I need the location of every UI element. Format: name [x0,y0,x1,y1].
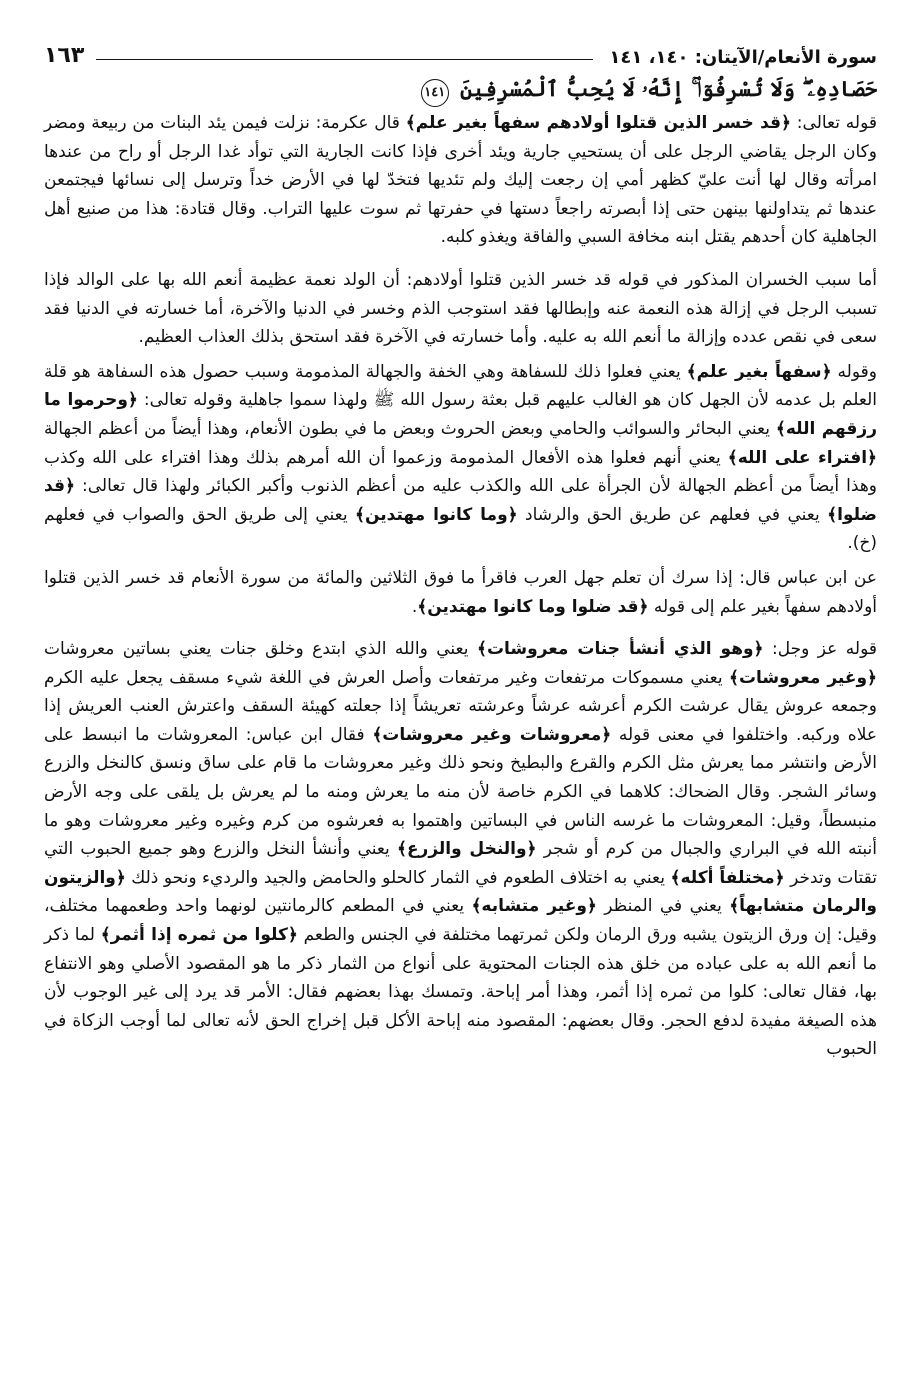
text-run: لما ذكر ما أنعم الله به على عباده من خلق هذه الجنات المحتوية على أنواع من الثمار ذكر ما هو المقصود الأصلي وهو الانتفاع بها، فقال تعالى: كلوا من ثمره إذا أثمر، وهذا أمر إباحة. وتمسك بهذا بعضهم فقال: الأمر قد يرد إلى غير الوجوب لأن هذه الصيغة مفيدة لدفع الحجر. وقال بعضهم: المقصود منه إباحة الأكل قبل إخراج الحق لأنه تعالى لما أوجب الزكاة في الحبوب [44,925,877,1060]
quran-quote: ﴿وهو الذي أنشأ جنات معروشات﴾ [476,639,764,660]
quran-quote: ﴿افتراء على الله﴾ [727,447,877,468]
paragraph-3 [44,358,877,558]
text-run: قوله عز وجل: [763,639,878,660]
quran-quote: ﴿سفهاً بغير علم﴾ [686,361,832,382]
page-body [44,72,877,1064]
text-run: وقوله [831,361,877,382]
quran-quote: ﴿معروشات وغير معروشات﴾ [372,724,612,745]
verse-text: حَصَادِهِۦ ۖ وَلَا تُسْرِفُوٓا۟ ۚ إِنَّهُۥ لَا يُحِبُّ ٱلْمُسْرِفِينَ [460,76,877,101]
text-run: قال عكرمة: نزلت فيمن يئد البنات من ربيعة ومضر وكان الرجل يقاضي الرجل على أن يستحيي جارية ويئد أخرى فإذا كانت الجارية التي توأد غدا الرجل أو راح من عندها امرأته وقال لها أنت عليّ كظهر أمي إن رجعت إليك ولم تئديها فتخدّ لها في الأرض خداً وترسل إلى نسائها فيجتمعن عندها ثم يتداولنها بينهن حتى إذا أبصرته راجعاً دستها في حفرتها ثم سوت عليها التراب. وقال قتادة: هذا من صنيع أهل الجاهلية كان أحدهم يقتل ابنه مخافة السبي والفاقة ويغذو كلبه. [44,113,877,248]
quran-quote: ﴿والنخل والزرع﴾ [396,839,537,860]
paragraph-1 [44,109,877,252]
text-run: يعني والله الذي ابتدع وخلق جنات يعني بساتين معروشات [44,639,477,660]
page-number: ١٦٣ [44,43,85,68]
quran-verse [44,72,877,107]
quran-quote: ﴿وغير معروشات﴾ [728,667,877,688]
paragraph-4 [44,564,877,621]
quran-quote: ﴿والزيتون والرمان متشابهاً﴾ [44,867,877,917]
quran-quote: ﴿مختلفاً أكله﴾ [670,867,785,888]
paragraph-2 [44,266,877,352]
text-run: يعني في المطعم كالرمانتين لونهما واحد وطعمهما مختلف، وقيل: إن ورق الزيتون يشبه ورق الرمان ولكن ثمرتهما مختلفة في الجنس والطعم [44,896,877,946]
text-run: فقال ابن عباس: المعروشات ما انبسط على الأرض وانتشر مما يعرش مثل الكرم والقرع والبطيخ ونحو ذلك وغير معروشات ما قام على ساق ونسق كالنخل والزرع وسائر الشجر. وقال الضحاك: كلاهما في الكرم خاصة لأن منه ما يعرش ومنه ما لم يعرش بل يلقى على وجه الأرض منبسطاً، وقيل: المعروشات ما غرسه الناس في البساتين واهتموا به فعرشوه من كرم وغيره وغير معروشات وهو ما أنبته الله في البراري والجبال من كرم أو شجر [44,724,877,860]
quran-quote: ﴿وغير متشابه﴾ [471,896,597,917]
text-run: عن ابن عباس قال: إذا سرك أن تعلم جهل العرب فاقرأ ما فوق الثلاثين والمائة من سورة الأنعام قد خسر الذين قتلوا أولادهم سفهاً بغير علم إلى قوله [44,567,877,617]
text-run: يعني مسموكات مرتفعات وغير مرتفعات وأصل العرش في اللغة شيء مسقف يجعل عليه الكرم وجمعه عروش يقال عرشت الكرم أعرشه عرشاً وعرشته تعريشاً إذا جعلته كهيئة السقف واعترش العنب العريش إذا علاه وركبه. واختلفوا في معنى قوله [44,667,877,745]
page-header [44,28,877,68]
quran-quote: ﴿قد ضلوا﴾ [44,476,877,525]
paragraph-5 [44,635,877,1064]
text-run: يعني في المنظر [596,896,730,917]
text-run: يعني أنهم فعلوا هذه الأفعال المذمومة وزعموا أن الله أمرهم بذلك وهذا افتراء على الله وكذب وهذا أيضاً من أعظم الجهالة لأن الجرأة على الله والكذب عليه من أعظم الذنوب وأكبر الكبائر ولهذا قال تعالى: [44,447,877,497]
ayah-number-marker: ١٤١ [421,79,449,107]
quran-quote: ﴿وما كانوا مهتدين﴾ [354,504,518,525]
text-run: يعني وأنشأ النخل والزرع وهو جميع الحبوب التي تقتات وتدخر [44,839,877,888]
quran-quote: ﴿كلوا من ثمره إذا أثمر﴾ [100,925,298,946]
text-run: يعني فعلوا ذلك للسفاهة وهي الخفة والجهالة المذمومة وسبب حصول هذه السفاهة هو قلة العلم بل عدمه لأن الجهل كان هو الغالب عليهم قبل بعثة رسول الله ﷺ ولهذا سموا جاهلية وقوله تعالى: [44,361,877,411]
running-title: سورة الأنعام/الآيتان: ١٤٠، ١٤١ [609,47,877,68]
text-run: . [411,596,418,617]
quran-quote: ﴿قد خسر الذين قتلوا أولادهم سفهاً بغير علم﴾ [405,113,791,133]
quran-quote: ﴿قد ضلوا وما كانوا مهتدين﴾ [417,596,649,617]
text-run: يعني في فعلهم عن طريق الحق والرشاد [517,504,828,525]
quran-quote: ﴿وحرموا ما رزقهم الله﴾ [44,390,877,439]
text-run: أما سبب الخسران المذكور في قوله قد خسر الذين قتلوا أولادهم: أن الولد نعمة عظيمة أنعم الله بها على الوالد فإذا تسبب الرجل في إزالة هذه النعمة عنه وإبطالها فقد استوجب الذم وخسر في الدنيا والآخرة، أما خسارته في الدنيا فقد سعى في نقص عدده وإزالة ما أنعم الله به عليه. وأما خسارته في الآخرة فقد استحق بذلك العذاب العظيم. [44,269,877,348]
text-run: يعني البحائر والسوائب والحامي وبعض الحروث وبعض ما في بطون الأنعام، وهذا أيضاً من أعظم الجهالة [44,418,776,439]
text-run: يعني به اختلاف الطعوم في الثمار كالحلو والحامض والجيد والرديء ونحو ذلك [125,867,671,888]
text-run: يعني إلى طريق الحق والصواب في فعلهم (خ). [44,504,877,554]
header-rule [96,45,593,60]
text-run: قوله تعالى: [791,113,877,133]
